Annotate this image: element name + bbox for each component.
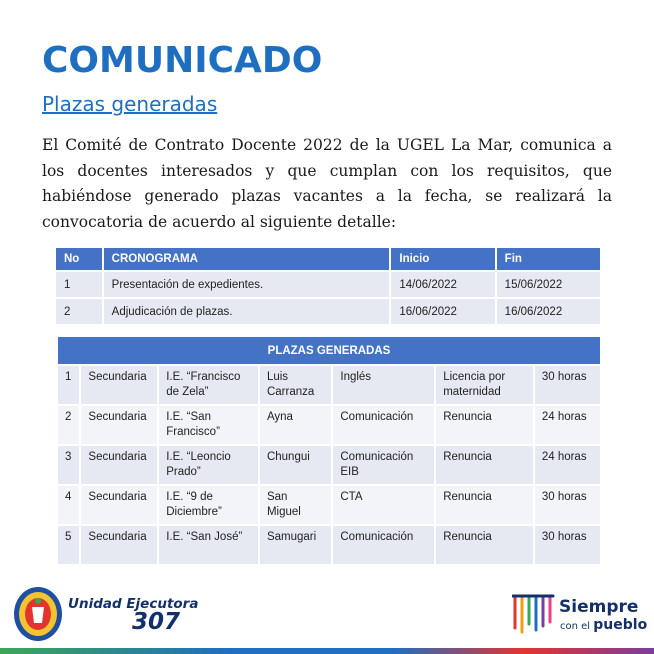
- table-cell: Secundaria: [81, 446, 157, 484]
- table-cell: I.E. “San José”: [159, 526, 258, 564]
- table-cell: 24 horas: [535, 446, 600, 484]
- table-cell: 4: [58, 486, 79, 524]
- table-cell: 5: [58, 526, 79, 564]
- table-row: [58, 366, 600, 404]
- table-cell: Samugari: [260, 526, 331, 564]
- schedule-header-cell: Inicio: [391, 248, 494, 270]
- schedule-header-cell: CRONOGRAMA: [104, 248, 390, 270]
- table-row: [58, 486, 600, 524]
- table-row: [58, 406, 600, 444]
- vacancies-table: [56, 335, 602, 566]
- page-title: COMUNICADO: [42, 40, 323, 81]
- table-cell: I.E. “San Francisco”: [159, 406, 258, 444]
- table-cell: I.E. “Francisco de Zela”: [159, 366, 258, 404]
- table-cell: Secundaria: [81, 486, 157, 524]
- ugel-seal-icon: [12, 585, 64, 643]
- vacancies-header: PLAZAS GENERADAS: [58, 337, 600, 364]
- schedule-table: [54, 246, 602, 326]
- table-cell: 14/06/2022: [391, 272, 494, 297]
- table-cell: Comunicación: [333, 406, 434, 444]
- page-subtitle: Plazas generadas: [42, 92, 218, 116]
- table-cell: 24 horas: [535, 406, 600, 444]
- announcement-text: El Comité de Contrato Docente 2022 de la UGEL La Mar, comunica a los docentes interesados y que cumplan con los requisitos, que habiéndose generado plazas vacantes a la fecha, se realizará la convocatoria de acuerdo al siguiente detalle:: [42, 136, 612, 231]
- table-cell: Secundaria: [81, 366, 157, 404]
- schedule-header-cell: No: [56, 248, 102, 270]
- table-cell: 30 horas: [535, 486, 600, 524]
- unidad-ejecutora-number: 307: [132, 609, 181, 635]
- table-row: [58, 446, 600, 484]
- table-cell: Licencia por maternidad: [436, 366, 533, 404]
- slogan-bold: pueblo: [593, 617, 648, 633]
- table-cell: 2: [58, 406, 79, 444]
- slogan-small: con el: [560, 621, 591, 632]
- slogan-line1: Siempre: [559, 597, 639, 617]
- table-cell: San Miguel: [260, 486, 331, 524]
- slogan-logo-icon: [512, 592, 556, 636]
- table-cell: Secundaria: [81, 406, 157, 444]
- table-cell: Renuncia: [436, 486, 533, 524]
- table-row: [56, 299, 600, 324]
- table-row: [58, 526, 600, 564]
- table-cell: I.E. “Leoncio Prado”: [159, 446, 258, 484]
- table-cell: 15/06/2022: [497, 272, 600, 297]
- unidad-ejecutora-label: Unidad Ejecutora: [68, 596, 199, 612]
- table-cell: 30 horas: [535, 366, 600, 404]
- table-cell: Inglés: [333, 366, 434, 404]
- table-cell: Renuncia: [436, 446, 533, 484]
- table-cell: 2: [56, 299, 102, 324]
- table-cell: Chungui: [260, 446, 331, 484]
- table-cell: 30 horas: [535, 526, 600, 564]
- table-cell: Renuncia: [436, 406, 533, 444]
- footer-color-bar: [0, 648, 654, 654]
- table-cell: 1: [58, 366, 79, 404]
- table-cell: Adjudicación de plazas.: [104, 299, 390, 324]
- table-cell: Presentación de expedientes.: [104, 272, 390, 297]
- schedule-header-row: [56, 248, 600, 270]
- table-cell: CTA: [333, 486, 434, 524]
- table-cell: Comunicación EIB: [333, 446, 434, 484]
- footer: [0, 575, 654, 654]
- table-cell: 16/06/2022: [497, 299, 600, 324]
- schedule-header-cell: Fin: [497, 248, 600, 270]
- table-cell: Comunicación: [333, 526, 434, 564]
- vacancies-header-row: [58, 337, 600, 364]
- table-cell: I.E. “9 de Diciembre”: [159, 486, 258, 524]
- slogan-line2: [560, 617, 647, 633]
- table-cell: 3: [58, 446, 79, 484]
- table-row: [56, 272, 600, 297]
- table-cell: Renuncia: [436, 526, 533, 564]
- table-cell: Luis Carranza: [260, 366, 331, 404]
- table-cell: 1: [56, 272, 102, 297]
- table-cell: 16/06/2022: [391, 299, 494, 324]
- table-cell: Secundaria: [81, 526, 157, 564]
- table-cell: Ayna: [260, 406, 331, 444]
